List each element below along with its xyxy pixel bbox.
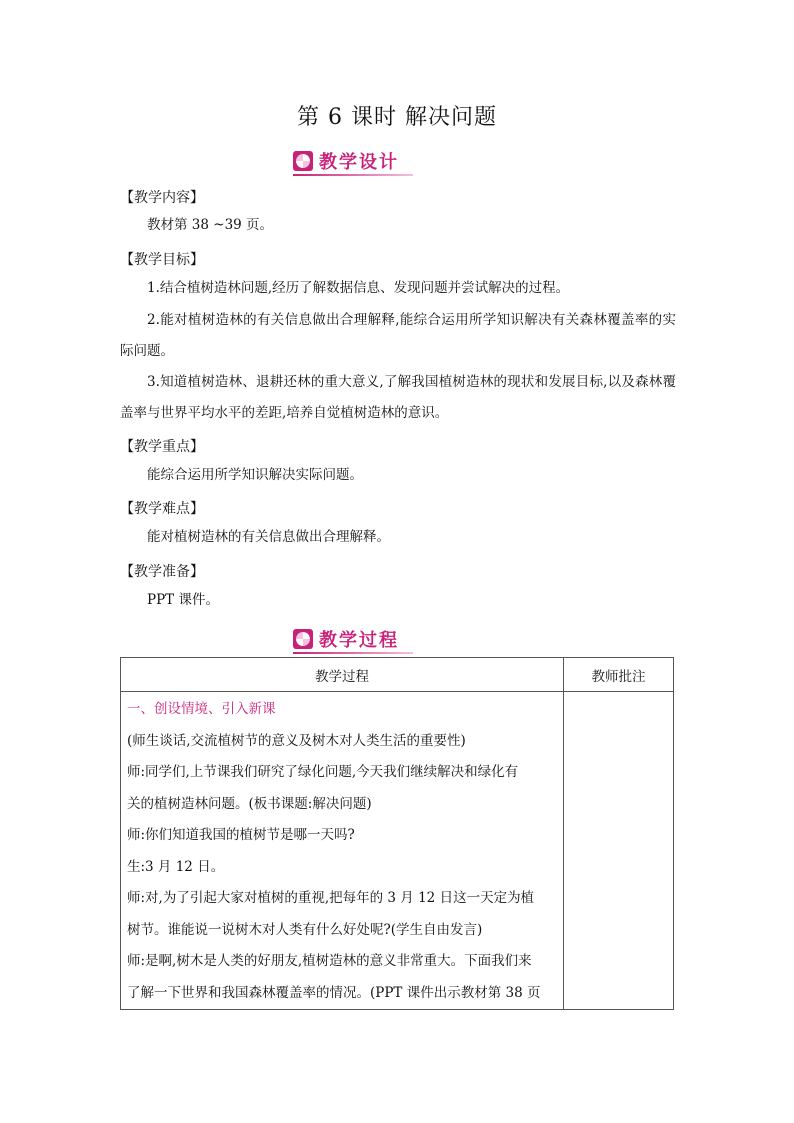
table-row <box>121 692 674 1010</box>
text-line: 生:3 月 12 日。 <box>127 858 225 875</box>
banner-title: 教学过程 <box>319 630 399 651</box>
pinwheel-icon <box>293 151 313 171</box>
text-line: (师生谈话,交流植树节的意义及树木对人类生活的重要性) <box>127 732 466 749</box>
text-line: 师:你们知道我国的植树节是哪一天吗? <box>127 827 355 843</box>
goal-item: 1.结合植树造林问题,经历了解数据信息、发现问题并尝试解决的过程。 <box>147 280 570 296</box>
pinwheel-icon <box>293 629 313 649</box>
text-line: 了解一下世界和我国森林覆盖率的情况。(PPT 课件出示教材第 38 页 <box>127 984 541 1001</box>
content-text: 教材第 38 ~39 页。 <box>147 217 274 233</box>
text-line: 关的植树造林问题。(板书课题:解决问题) <box>127 795 372 812</box>
process-cell <box>121 692 564 1010</box>
page-title: 第 6 课时 解决问题 <box>297 105 497 130</box>
heading-difficulty: 【教学难点】 <box>120 501 204 517</box>
text-line: 师:对,为了引起大家对植树的重视,把每年的 3 月 12 日这一天定为植 <box>127 890 535 906</box>
goal-item: 2.能对植树造林的有关信息做出合理解释,能综合运用所学知识解决有关森林覆盖率的实际问题。 <box>120 312 676 359</box>
banner-title: 教学设计 <box>319 152 399 173</box>
process-table <box>120 657 674 1010</box>
text-line: 树节。谁能说一说树木对人类有什么好处呢?(学生自由发言) <box>127 921 483 938</box>
banner-underline <box>293 174 413 176</box>
prep-text: PPT 课件。 <box>147 592 219 608</box>
heading-goals: 【教学目标】 <box>120 252 204 268</box>
section-banner-process <box>293 625 399 653</box>
difficulty-text: 能对植树造林的有关信息做出合理解释。 <box>147 529 390 545</box>
column-header-process: 教学过程 <box>121 658 564 692</box>
teacher-notes-cell <box>564 692 674 1010</box>
heading-content: 【教学内容】 <box>120 190 204 206</box>
column-header-notes: 教师批注 <box>564 658 674 692</box>
key-text: 能综合运用所学知识解决实际问题。 <box>147 467 363 483</box>
banner-underline <box>293 652 413 654</box>
heading-prep: 【教学准备】 <box>120 564 204 580</box>
section-banner-design <box>293 147 399 175</box>
text-line: 师:同学们,上节课我们研究了绿化问题,今天我们继续解决和绿化有 <box>127 764 519 780</box>
table-header-row <box>121 658 674 692</box>
section-heading: 一、创设情境、引入新课 <box>127 701 276 717</box>
text-line: 师:是啊,树木是人类的好朋友,植树造林的意义非常重大。下面我们来 <box>127 953 532 969</box>
heading-key: 【教学重点】 <box>120 439 204 455</box>
goal-item: 3.知道植树造林、退耕还林的重大意义,了解我国植树造林的现状和发展目标,以及森林覆盖率与世界平均水平的差距,培养自觉植树造林的意识。 <box>120 374 676 421</box>
